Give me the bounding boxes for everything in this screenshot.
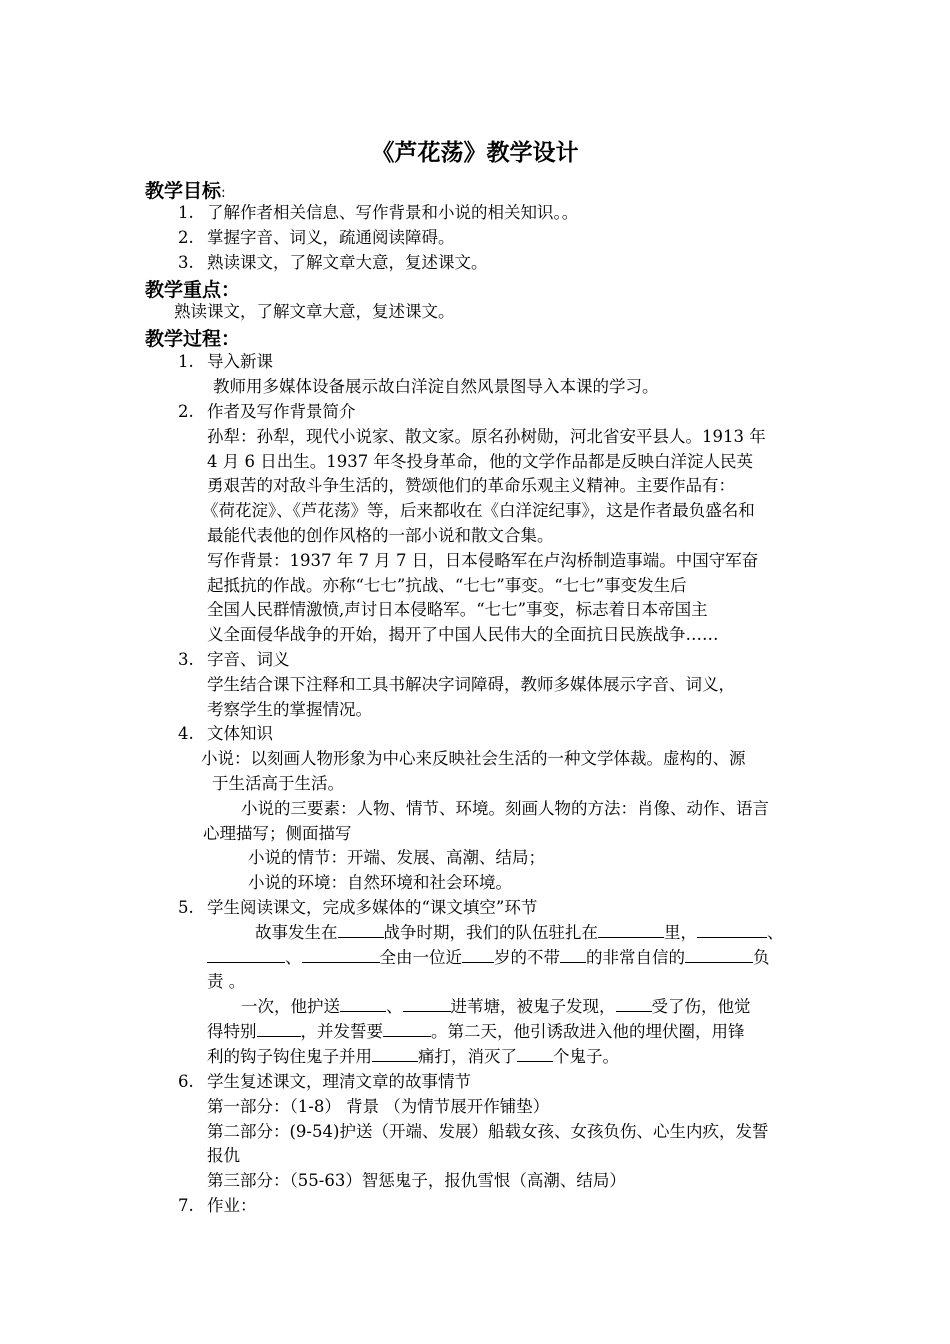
process-heading: 教学过程： [145,328,241,350]
fill-blank[interactable] [598,922,664,938]
fill-blank[interactable] [302,947,380,963]
step-4-line-2: 于生活高于生活。 [212,774,344,793]
step-3-line-1: 学生结合课下注释和工具书解决字词障碍，教师多媒体展示字音、词义， [207,675,735,694]
step-2-line-9: 义全面侵华战争的开始，揭开了中国人民伟大的全面抗日民族战争…… [207,625,719,644]
fill-blank[interactable] [383,1021,431,1037]
step-6-line-3: 报仇 [207,1146,240,1165]
fill-blank[interactable] [257,1021,301,1037]
fill-paragraph-line-2 [207,947,770,969]
step-4-line-4: 心理描写；侧面描写 [203,824,352,843]
step-6-number: 6. [178,1072,194,1091]
step-6-title: 学生复述课文，理清文章的故事情节 [207,1072,471,1091]
step-6-line-1: 第一部分：（1-8） 背景 （为情节展开作铺垫） [207,1097,550,1116]
fill-text: 。第二天，他引诱敌进入他的埋伏圈，用锋 [431,1022,745,1041]
objective-1-number: 1. [178,203,194,222]
step-6-line-4: 第三部分：（55-63）智惩鬼子，报仇雪恨（高潮、结局） [207,1171,626,1190]
fill-text: 战争时期，我们的队伍驻扎在 [383,923,598,942]
fill-text: 的非常自信的 [586,948,685,967]
step-4-line-5: 小说的情节：开端、发展、高潮、结局； [248,848,545,867]
fill-text: 里， [664,923,697,942]
fill-blank[interactable] [462,947,494,963]
fill-text: 进苇塘，被鬼子发现， [450,997,616,1016]
objectives-heading-text: 教学目标 [145,180,222,202]
step-5-number: 5. [178,898,194,917]
fill-text: 得特别 [207,1022,257,1041]
step-1-text: 教师用多媒体设备展示故白洋淀自然风景图导入本课的学习。 [213,377,659,396]
fill-paragraph-line-3: 责 。 [207,972,246,991]
step-2-line-6: 写作背景：1937 年 7 月 7 日，日本侵略军在卢沟桥制造事端。中国守军奋 [207,551,759,570]
fill-text: 、 [767,923,784,942]
step-1-title: 导入新课 [207,352,273,371]
step-2-line-7: 起抵抗的作战。亦称“七七”抗战、“七七”事变。“七七”事变发生后 [207,576,687,595]
fill-paragraph-line-1 [255,922,784,944]
fill-blank[interactable] [616,996,652,1012]
fill-text: 岁的不带 [494,948,560,967]
step-7-title: 作业： [207,1196,257,1215]
step-5-title: 学生阅读课文，完成多媒体的“课文填空”环节 [207,898,538,917]
step-7-number: 7. [178,1196,194,1215]
step-2-line-5: 最能代表他的创作风格的一部小说和散文合集。 [207,526,554,545]
fill-text: 全由一位近 [379,948,462,967]
fill-text: 一次，他护送 [241,997,340,1016]
fill-text: 负 [753,948,770,967]
objective-3-number: 3. [178,253,194,272]
step-4-line-6: 小说的环境：自然环境和社会环境。 [248,873,512,892]
document-title: 《芦花荡》教学设计 [371,140,579,166]
key-points-text: 熟读课文，了解文章大意，复述课文。 [174,302,455,321]
fill-text: 痛打，消灭了 [418,1047,517,1066]
objective-2-number: 2. [178,228,194,247]
fill-text: 受了伤，他觉 [651,997,751,1016]
step-2-title: 作者及写作背景简介 [207,402,356,421]
step-2-line-3: 勇艰苦的对敌斗争生活的，赞颂他们的革命乐观主义精神。主要作品有： [207,476,735,495]
fill-text: 故事发生在 [255,923,338,942]
step-3-line-2: 考察学生的掌握情况。 [207,700,372,719]
objectives-heading [145,176,226,203]
fill-blank[interactable] [403,996,451,1012]
fill-paragraph-line-4 [241,996,751,1018]
step-3-number: 3. [178,650,194,669]
step-2-line-1: 孙犁：孙犁，现代小说家、散文家。原名孙树勋，河北省安平县人。1913 年 [207,427,766,446]
step-1-number: 1. [178,352,194,371]
objective-2-text: 掌握字音、词义，疏通阅读障碍。 [207,228,455,247]
step-3-title: 字音、词义 [207,650,290,669]
objective-3-text: 熟读课文，了解文章大意，复述课文。 [207,253,488,272]
fill-blank[interactable] [340,996,386,1012]
fill-blank[interactable] [685,947,753,963]
step-6-line-2: 第二部分：(9-54)护送（开端、发展）船载女孩、女孩负伤、心生内疚，发誓 [207,1122,769,1141]
step-4-title: 文体知识 [207,724,273,743]
fill-text: 、 [285,948,302,967]
fill-paragraph-line-6 [207,1046,619,1068]
fill-blank[interactable] [207,947,285,963]
fill-blank[interactable] [517,1046,553,1062]
step-4-line-3: 小说的三要素：人物、情节、环境。刻画人物的方法：肖像、动作、语言 [241,799,769,818]
step-2-number: 2. [178,402,194,421]
fill-paragraph-line-5 [207,1021,745,1043]
step-2-line-4: 《荷花淀》、《芦花荡》等，后来都收在《白洋淀纪事》，这是作者最负盛名和 [202,501,755,520]
fill-blank[interactable] [372,1046,418,1062]
fill-blank[interactable] [338,922,384,938]
step-4-number: 4. [178,724,194,743]
step-2-line-8: 全国人民群情激愤,声讨日本侵略军。“七七”事变，标志着日本帝国主 [207,600,708,619]
fill-text: ，并发誓要 [300,1022,383,1041]
step-2-line-2: 4 月 6 日出生。1937 年冬投身革命，他的文学作品都是反映白洋淀人民英 [207,452,753,471]
fill-blank[interactable] [697,922,767,938]
key-points-heading: 教学重点： [145,279,241,301]
fill-text: 个鬼子。 [553,1047,619,1066]
fill-text: 、 [386,997,403,1016]
fill-text: 利的钩子钩住鬼子并用 [207,1047,372,1066]
objectives-heading-colon: : [221,185,226,201]
objective-1-text: 了解作者相关信息、写作背景和小说的相关知识。。 [207,203,579,222]
step-4-line-1: 小说：以刻画人物形象为中心来反映社会生活的一种文学体裁。虚构的、源 [201,749,746,768]
fill-blank[interactable] [560,947,586,963]
